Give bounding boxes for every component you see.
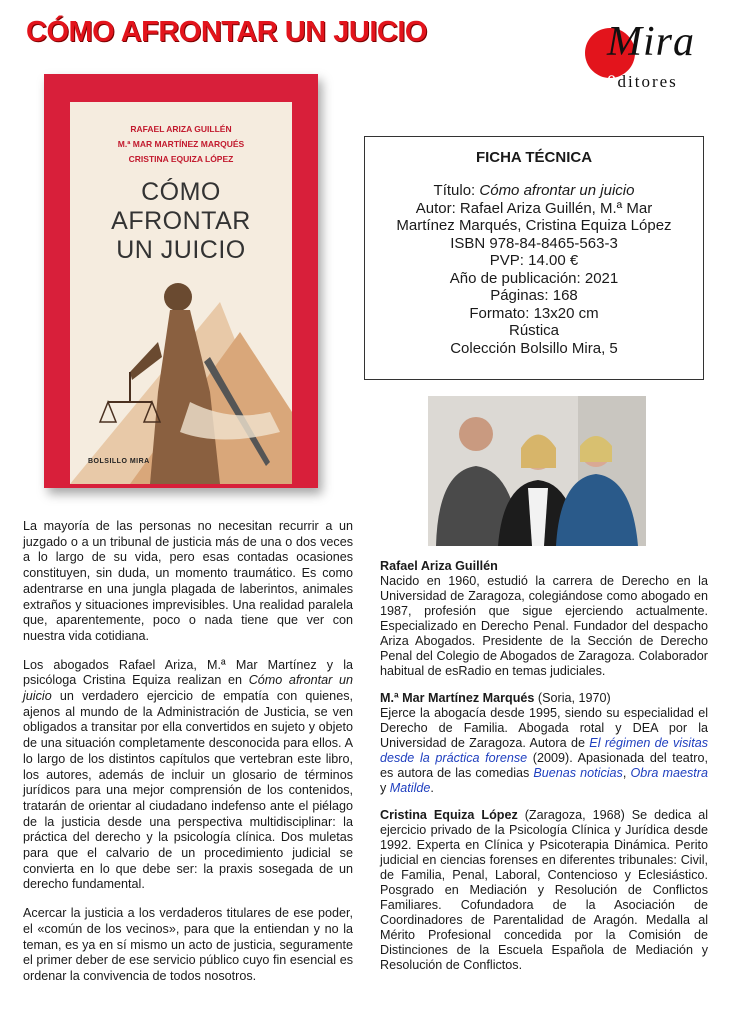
bio-separator: . — [430, 781, 434, 795]
synopsis-book-title: Cómo afrontar un juicio — [23, 673, 353, 704]
book-cover-panel — [70, 102, 292, 484]
cover-author: CRISTINA EQUIZA LÓPEZ — [128, 154, 234, 164]
synopsis-paragraph: La mayoría de las personas no necesitan recurrir a un juzgado o a un tribunal de justicia más de una o dos veces a lo largo de su vida, pero esas contadas ocasiones constituyen, sin duda, un momento traumático. Es como adentrarse en una jungla plagada de laberintos, animales extraños y situaciones imprevisibles. Una realidad paralela que, aparentemente, poco o nada tiene que ver con nuestra vida cotidiana. — [23, 519, 353, 643]
technical-sheet — [364, 136, 704, 380]
bio-text: Nacido en 1960, estudió la carrera de Derecho en la Universidad de Zaragoza, colegiándose como abogado en 1987, profesión que sigue ejerciendo actualmente. Especializado en Derecho Penal. Fundador del despacho Ariza Abogados. Presidente de la Sección de Derecho Penal del Colegio de Abogados de Zaragoza. Colaborador habitual de esRadio en temas judiciales. — [380, 574, 708, 678]
logo-e-letter: e — [607, 68, 616, 90]
bio-text: (2009). Apasionada del teatro, es autora de las comedias — [380, 751, 708, 780]
cover-title-line: AFRONTAR — [111, 207, 251, 235]
sheet-title-value: Cómo afrontar un juicio — [479, 182, 635, 199]
logo-mira-text: Mira — [607, 19, 695, 65]
logo-editores-text: ditores — [617, 72, 678, 91]
cover-title — [70, 178, 292, 265]
sheet-isbn: ISBN 978-84-8465-563-3 — [450, 234, 618, 252]
cover-author: M.ª MAR MARTÍNEZ MARQUÉS — [117, 139, 245, 149]
book-cover — [44, 74, 318, 488]
technical-sheet-heading: FICHA TÉCNICA — [475, 149, 593, 166]
bio-name: M.ª Mar Martínez Marqués — [380, 691, 535, 705]
author-bios — [380, 559, 708, 985]
cover-authors — [70, 122, 292, 167]
publisher-logo — [585, 18, 710, 98]
cover-title-line: UN JUICIO — [116, 236, 246, 264]
sheet-author-line: Autor: Rafael Ariza Guillén, M.ª Mar — [415, 199, 653, 217]
bio-text: Ejerce la abogacía desde 1995, siendo su especialidad el Derecho de Familia. Abogada rotal y DEA por la Universidad de Zaragoza. Autora de — [380, 706, 708, 750]
synopsis-text: Los abogados Rafael Ariza, M.ª Mar Martínez y la psicóloga Cristina Equiza realizan en — [23, 657, 353, 688]
bio-ariza — [380, 559, 708, 679]
bio-play-link[interactable]: Buenas noticias — [533, 766, 623, 780]
bio-martinez — [380, 691, 708, 796]
bio-equiza — [380, 808, 708, 973]
sheet-title-label: Título: — [433, 182, 480, 199]
sheet-binding: Rústica — [508, 322, 560, 339]
sheet-title-line — [373, 182, 695, 200]
sheet-price: PVP: 14.00 € — [489, 252, 579, 269]
synopsis-paragraph — [23, 658, 353, 894]
lady-justice-illustration — [70, 262, 292, 484]
bio-text: (Zaragoza, 1968) Se dedica al ejercicio privado de la Psicología Clínica y Jurídica desde 1992. Experta en Clínica y Psicoterapia Dinámica. Perito judicial en ciencias forenses en diferentes tribunales: Civil, de Familia, Penal, Laboral, Contencioso y Eclesiástico. Posgrado en Mediación y Resolución de Conflictos Familiares. Cofundadora de la Asociación de Coordinadores de Parentalidad de Aragón. Medalla al Mérito Profesional concedida por la Comisión de Distinciones de la Escuela Española de Mediación y Resolución de Conflictos. — [380, 808, 708, 972]
bio-play-link[interactable]: Obra maestra — [630, 766, 708, 780]
synopsis-text: un verdadero ejercicio de empatía con quienes, ajenos al mundo de la Administración de Justicia, se ven obligados a transitar por ella convertidos en sujeto y objeto de una situación completamente desconocida para ellos. A lo largo de los distintos capítulos que vertebran este libro, los autores, además de incluir un glosario de términos jurídicos para una mejor comprensión de los contenidos, tratarán de orientar al ciudadano indefenso ante el piélago de la justicia desde una perspectiva multidisciplinar: la práctica del derecho y la psicología clínica. Dos muletas para que el calvario de un procedimiento judicial se convierta en lo que debe ser: la praxis sosegada de un derecho fundamental. — [23, 689, 353, 892]
sheet-format: Formato: 13x20 cm — [469, 304, 599, 322]
bio-separator: y — [380, 781, 390, 795]
synopsis — [23, 519, 353, 998]
cover-series-label: BOLSILLO MIRA — [88, 458, 150, 465]
authors-photo-illustration — [428, 396, 646, 546]
bio-place: (Soria, 1970) — [534, 691, 611, 705]
bio-separator: , — [622, 766, 631, 780]
sheet-author-line: Martínez Marqués, Cristina Equiza López — [396, 217, 672, 234]
bio-play-link[interactable]: Matilde — [389, 781, 431, 795]
authors-photo — [428, 396, 646, 546]
cover-author: RAFAEL ARIZA GUILLÉN — [130, 124, 232, 134]
synopsis-paragraph: Acercar la justicia a los verdaderos titulares de ese poder, el «común de los vecinos», para que la entiendan y no la teman, es ya en sí mismo un acto de justicia, seguramente el primer deber de ese servicio público cuyo fin esencial es ordenar la convivencia de todos nosotros. — [23, 906, 353, 983]
page-title: CÓMO AFRONTAR UN JUICIO — [26, 16, 427, 48]
sheet-collection: Colección Bolsillo Mira, 5 — [450, 339, 618, 357]
cover-title-line: CÓMO — [141, 178, 221, 206]
bio-name: Rafael Ariza Guillén — [380, 559, 498, 573]
sheet-year: Año de publicación: 2021 — [449, 269, 619, 287]
bio-name: Cristina Equiza López — [380, 808, 518, 822]
sheet-pages: Páginas: 168 — [490, 287, 578, 304]
technical-sheet-lines — [365, 182, 703, 357]
bio-book-link[interactable]: El régimen de visitas desde la práctica forense — [380, 736, 708, 765]
